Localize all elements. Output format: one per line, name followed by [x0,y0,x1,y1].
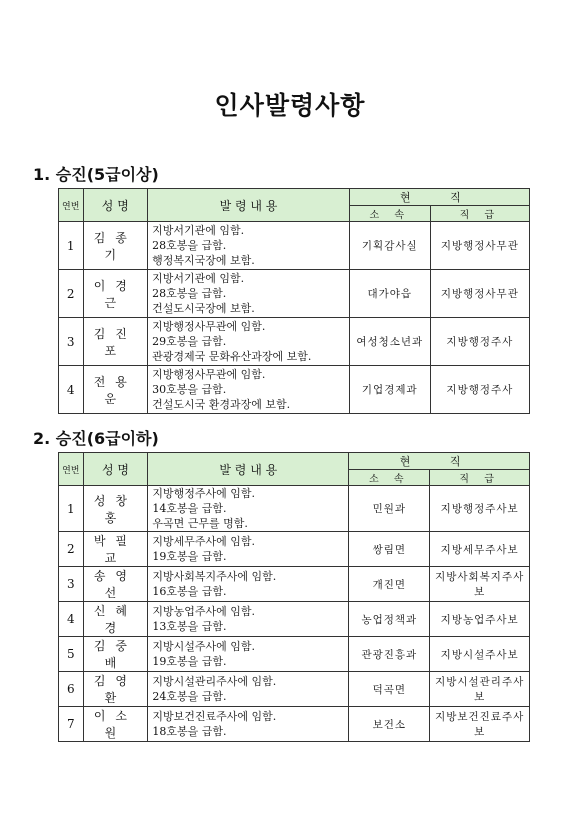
appointment-line: 지방서기관에 임함. [152,272,245,285]
table-row [59,222,530,270]
current-department: 쌍림면 [349,532,430,567]
appointment-details [148,602,349,637]
person-name: 성창홍 [83,486,148,532]
appointment-details [148,567,349,602]
appointment-details [148,222,350,270]
current-department: 대가야읍 [349,270,430,318]
page-title: 인사발령사항 [214,91,366,120]
row-number: 5 [59,637,84,672]
current-rank: 지방행정사무관 [430,222,529,270]
current-department: 민원과 [349,486,430,532]
table-row [59,486,530,532]
appointment-line: 19호봉을 급함. [152,655,227,668]
appointment-line: 지방행정사무관에 임함. [152,368,266,381]
current-rank: 지방사회복지주사보 [430,567,530,602]
appointment-details [148,707,349,742]
appointment-line: 우곡면 근무를 명함. [152,517,248,530]
current-rank: 지방행정주사 [430,366,529,414]
person-name: 김진포 [83,318,148,366]
row-number: 3 [59,567,84,602]
current-rank: 지방행정주사보 [430,486,530,532]
row-number: 4 [59,602,84,637]
person-name: 김종기 [83,222,148,270]
appointment-line: 16호봉을 급함. [152,585,227,598]
header-no: 연번 [59,453,84,486]
table-row [59,270,530,318]
row-number: 3 [59,318,84,366]
appointment-line: 지방행정주사에 임함. [152,487,255,500]
current-department: 기업경제과 [349,366,430,414]
person-name: 신혜경 [83,602,148,637]
appointment-details [148,532,349,567]
row-number: 2 [59,270,84,318]
row-number: 4 [59,366,84,414]
appointment-line: 19호봉을 급함. [152,550,227,563]
table-row [59,532,530,567]
appointment-line: 건설도시국 환경과장에 보함. [152,398,291,411]
person-name: 박필교 [83,532,148,567]
appointment-line: 건설도시국장에 보함. [152,302,255,315]
table-row [59,366,530,414]
header-current: 현 직 [349,189,529,206]
table-row [59,637,530,672]
header-row [59,453,530,470]
appointment-line: 지방시설관리주사에 임함. [152,675,277,688]
appointment-details [148,672,349,707]
header-detail: 발 령 내 용 [148,453,349,486]
appointment-line: 관광경제국 문화유산과장에 보함. [152,350,312,363]
appointment-line: 행정복지국장에 보함. [152,254,255,267]
promotion-table-grade5-above [58,188,530,414]
section-heading-2: 2. 승진(6급이하) [33,429,159,448]
table-row [59,672,530,707]
current-department: 개진면 [349,567,430,602]
current-department: 덕곡면 [349,672,430,707]
current-department: 기획감사실 [349,222,430,270]
appointment-details [148,366,350,414]
header-rank: 직 급 [430,470,530,486]
header-name: 성 명 [83,189,148,222]
current-rank: 지방세무주사보 [430,532,530,567]
row-number: 6 [59,672,84,707]
current-rank: 지방시설주사보 [430,637,530,672]
appointment-line: 14호봉을 급함. [152,502,227,515]
promotion-table-grade6-below [58,452,530,742]
appointment-line: 28호봉을 급함. [152,287,227,300]
row-number: 7 [59,707,84,742]
row-number: 1 [59,222,84,270]
header-no: 연번 [59,189,84,222]
table-row [59,707,530,742]
table-row [59,602,530,637]
section-heading-1: 1. 승진(5급이상) [33,165,159,184]
appointment-line: 30호봉을 급함. [152,383,227,396]
current-department: 보건소 [349,707,430,742]
appointment-details [148,318,350,366]
header-rank: 직 급 [430,206,529,222]
appointment-line: 지방보건진료주사에 임함. [152,710,277,723]
appointment-line: 지방세무주사에 임함. [152,535,255,548]
appointment-line: 지방농업주사에 임함. [152,605,255,618]
appointment-details [148,637,349,672]
table-row [59,318,530,366]
appointment-line: 지방사회복지주사에 임함. [152,570,277,583]
header-dept: 소 속 [349,206,430,222]
appointment-line: 13호봉을 급함. [152,620,227,633]
appointment-line: 18호봉을 급함. [152,725,227,738]
header-detail: 발 령 내 용 [148,189,350,222]
person-name: 이소원 [83,707,148,742]
header-name: 성 명 [83,453,148,486]
appointment-line: 지방시설주사에 임함. [152,640,255,653]
appointment-line: 28호봉을 급함. [152,239,227,252]
current-rank: 지방시설관리주사보 [430,672,530,707]
person-name: 송영선 [83,567,148,602]
row-number: 2 [59,532,84,567]
person-name: 김중배 [83,637,148,672]
appointment-details [148,486,349,532]
appointment-details [148,270,350,318]
row-number: 1 [59,486,84,532]
person-name: 김영환 [83,672,148,707]
header-dept: 소 속 [349,470,430,486]
current-rank: 지방행정사무관 [430,270,529,318]
current-rank: 지방보건진료주사보 [430,707,530,742]
current-department: 관광진흥과 [349,637,430,672]
header-row [59,189,530,206]
person-name: 전용운 [83,366,148,414]
person-name: 이경근 [83,270,148,318]
appointment-line: 지방행정사무관에 임함. [152,320,266,333]
current-rank: 지방행정주사 [430,318,529,366]
table-row [59,567,530,602]
current-rank: 지방농업주사보 [430,602,530,637]
appointment-line: 24호봉을 급함. [152,690,227,703]
appointment-line: 지방서기관에 임함. [152,224,245,237]
current-department: 여성청소년과 [349,318,430,366]
appointment-line: 29호봉을 급함. [152,335,227,348]
header-current: 현 직 [349,453,530,470]
current-department: 농업정책과 [349,602,430,637]
